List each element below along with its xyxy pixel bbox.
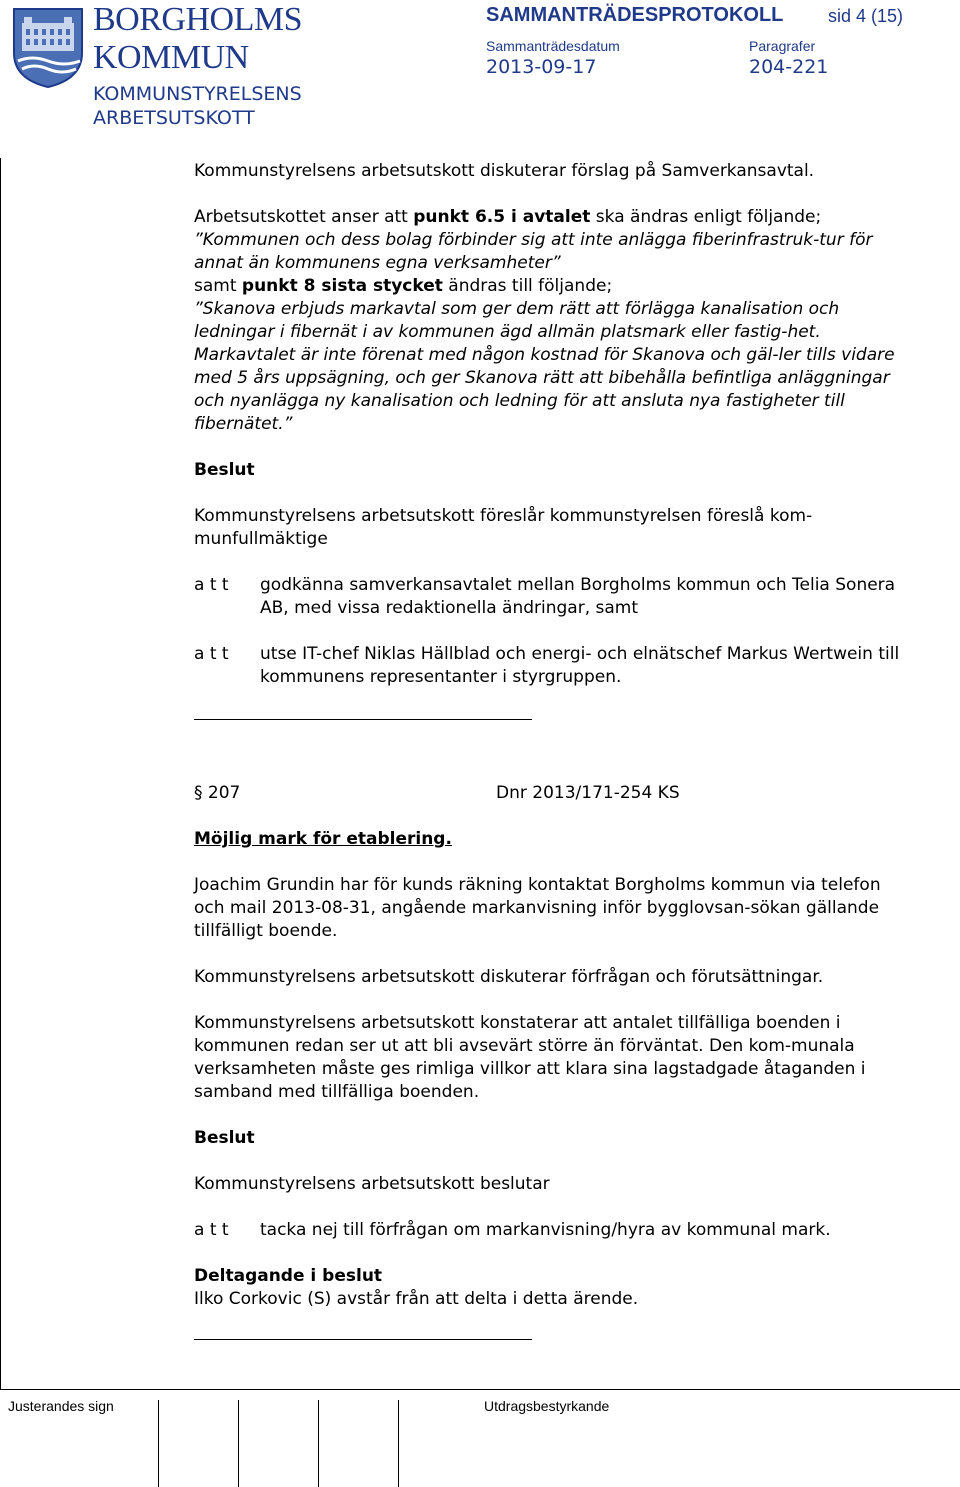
att-item-text: tacka nej till förfrågan om markanvisning/hyra av kommunal mark. — [260, 1220, 831, 1240]
discussion-text: Kommunstyrelsens arbetsutskott diskuterar förfrågan och förutsättningar. — [194, 967, 824, 987]
utdragsbestyrkande-label: Utdragsbestyrkande — [484, 1398, 610, 1414]
deltagande-text: Ilko Corkovic (S) avstår från att delta i detta ärende. — [194, 1289, 639, 1309]
att-item-text: utse IT-chef Niklas Hällblad och energi- och elnätschef Markus Wertwein till kommunens representanter i styrgruppen. — [260, 644, 900, 687]
amendment-lead: Arbetsutskottet anser att punkt 6.5 i avtalet ska ändras enligt följande; — [194, 207, 822, 227]
signature-box-divider — [398, 1400, 399, 1487]
finding-text: Kommunstyrelsens arbetsutskott konstaterar att antalet tillfälliga boenden i kommunen redan ser ut att bli avsevärt större än förväntat. Den kom-munala verksamheten måste ges rimliga villkor att klara sina lagstadgade åtaganden i samband med tillfälliga boenden. — [194, 1013, 866, 1102]
org-name-line1: KOMMUNSTYRELSENS — [93, 83, 302, 105]
signature-box-divider — [158, 1400, 159, 1487]
quoted-clause-6-5: ”Kommunen och dess bolag förbinder sig att inte anlägga fiberinfrastruk-tur för annat än kommunens egna verksamheter” — [194, 230, 873, 273]
amendment-samt: samt punkt 8 sista stycket ändras till följande; — [194, 276, 613, 296]
att-item — [194, 643, 914, 689]
att-item-text: godkänna samverkansavtalet mellan Borgholms kommun och Telia Sonera AB, med vissa redaktionella ändringar, samt — [260, 575, 896, 618]
protocol-body — [194, 160, 914, 1340]
paragraphs-label: Paragrafer — [749, 38, 816, 54]
deltagande-heading: Deltagande i beslut — [194, 1266, 383, 1286]
footer-divider — [0, 1389, 960, 1390]
paragraphs-value: 204-221 — [749, 56, 829, 78]
att-label: a t t — [194, 1220, 229, 1240]
att-label: a t t — [194, 644, 229, 664]
brand-name-line1: BORGHOLMS — [93, 1, 302, 38]
beslut-text: Kommunstyrelsens arbetsutskott föreslår kommunstyrelsen föreslå kom-munfullmäktige — [194, 506, 813, 549]
meeting-date-value: 2013-09-17 — [486, 56, 597, 78]
paragraph-number: § 207 — [194, 783, 241, 803]
brand-name-line2: KOMMUN — [93, 39, 249, 76]
justerandes-sign-label: Justerandes sign — [8, 1398, 114, 1414]
signature-box-divider — [238, 1400, 239, 1487]
att-item — [194, 1219, 914, 1242]
case-title: Möjlig mark för etablering. — [194, 829, 452, 849]
org-name-line2: ARBETSUTSKOTT — [93, 107, 255, 129]
signature-box-divider — [318, 1400, 319, 1487]
case-dnr: Dnr 2013/171-254 KS — [496, 783, 680, 803]
beslut-heading: Beslut — [194, 460, 255, 480]
beslut-heading: Beslut — [194, 1128, 255, 1148]
section-divider — [194, 1339, 532, 1340]
discussion-text: Kommunstyrelsens arbetsutskott diskuterar förslag på Samverkansavtal. — [194, 161, 815, 181]
att-label: a t t — [194, 575, 229, 595]
quoted-clause-8: ”Skanova erbjuds markavtal som ger dem rätt att förlägga kanalisation och ledningar i fibernät i av kommunen ägd allmän platsmark eller fastig-het. Markavtalet är inte förenat med någon kostnad för Skanova och gäl-ler tills vidare med 5 års uppsägning, och ger Skanova rätt att bibehålla befintliga anläggningar och nyanlägga ny kanalisation och ledning för att ansluta nya fastigheter till fibernätet.” — [194, 299, 895, 434]
protocol-title: SAMMANTRÄDESPROTOKOLL — [486, 4, 784, 26]
case-description: Joachim Grundin har för kunds räkning kontaktat Borgholms kommun via telefon och mail 2013-08-31, angående markanvisning inför bygglovsan-sökan gällande tillfälligt boende. — [194, 875, 881, 941]
left-margin-line — [0, 158, 1, 1389]
meeting-date-label: Sammanträdesdatum — [486, 38, 620, 54]
att-item — [194, 574, 914, 620]
municipal-crest-logo — [10, 5, 86, 89]
beslut-text: Kommunstyrelsens arbetsutskott beslutar — [194, 1174, 550, 1194]
page-number: sid 4 (15) — [828, 6, 904, 26]
case-header — [194, 782, 914, 805]
